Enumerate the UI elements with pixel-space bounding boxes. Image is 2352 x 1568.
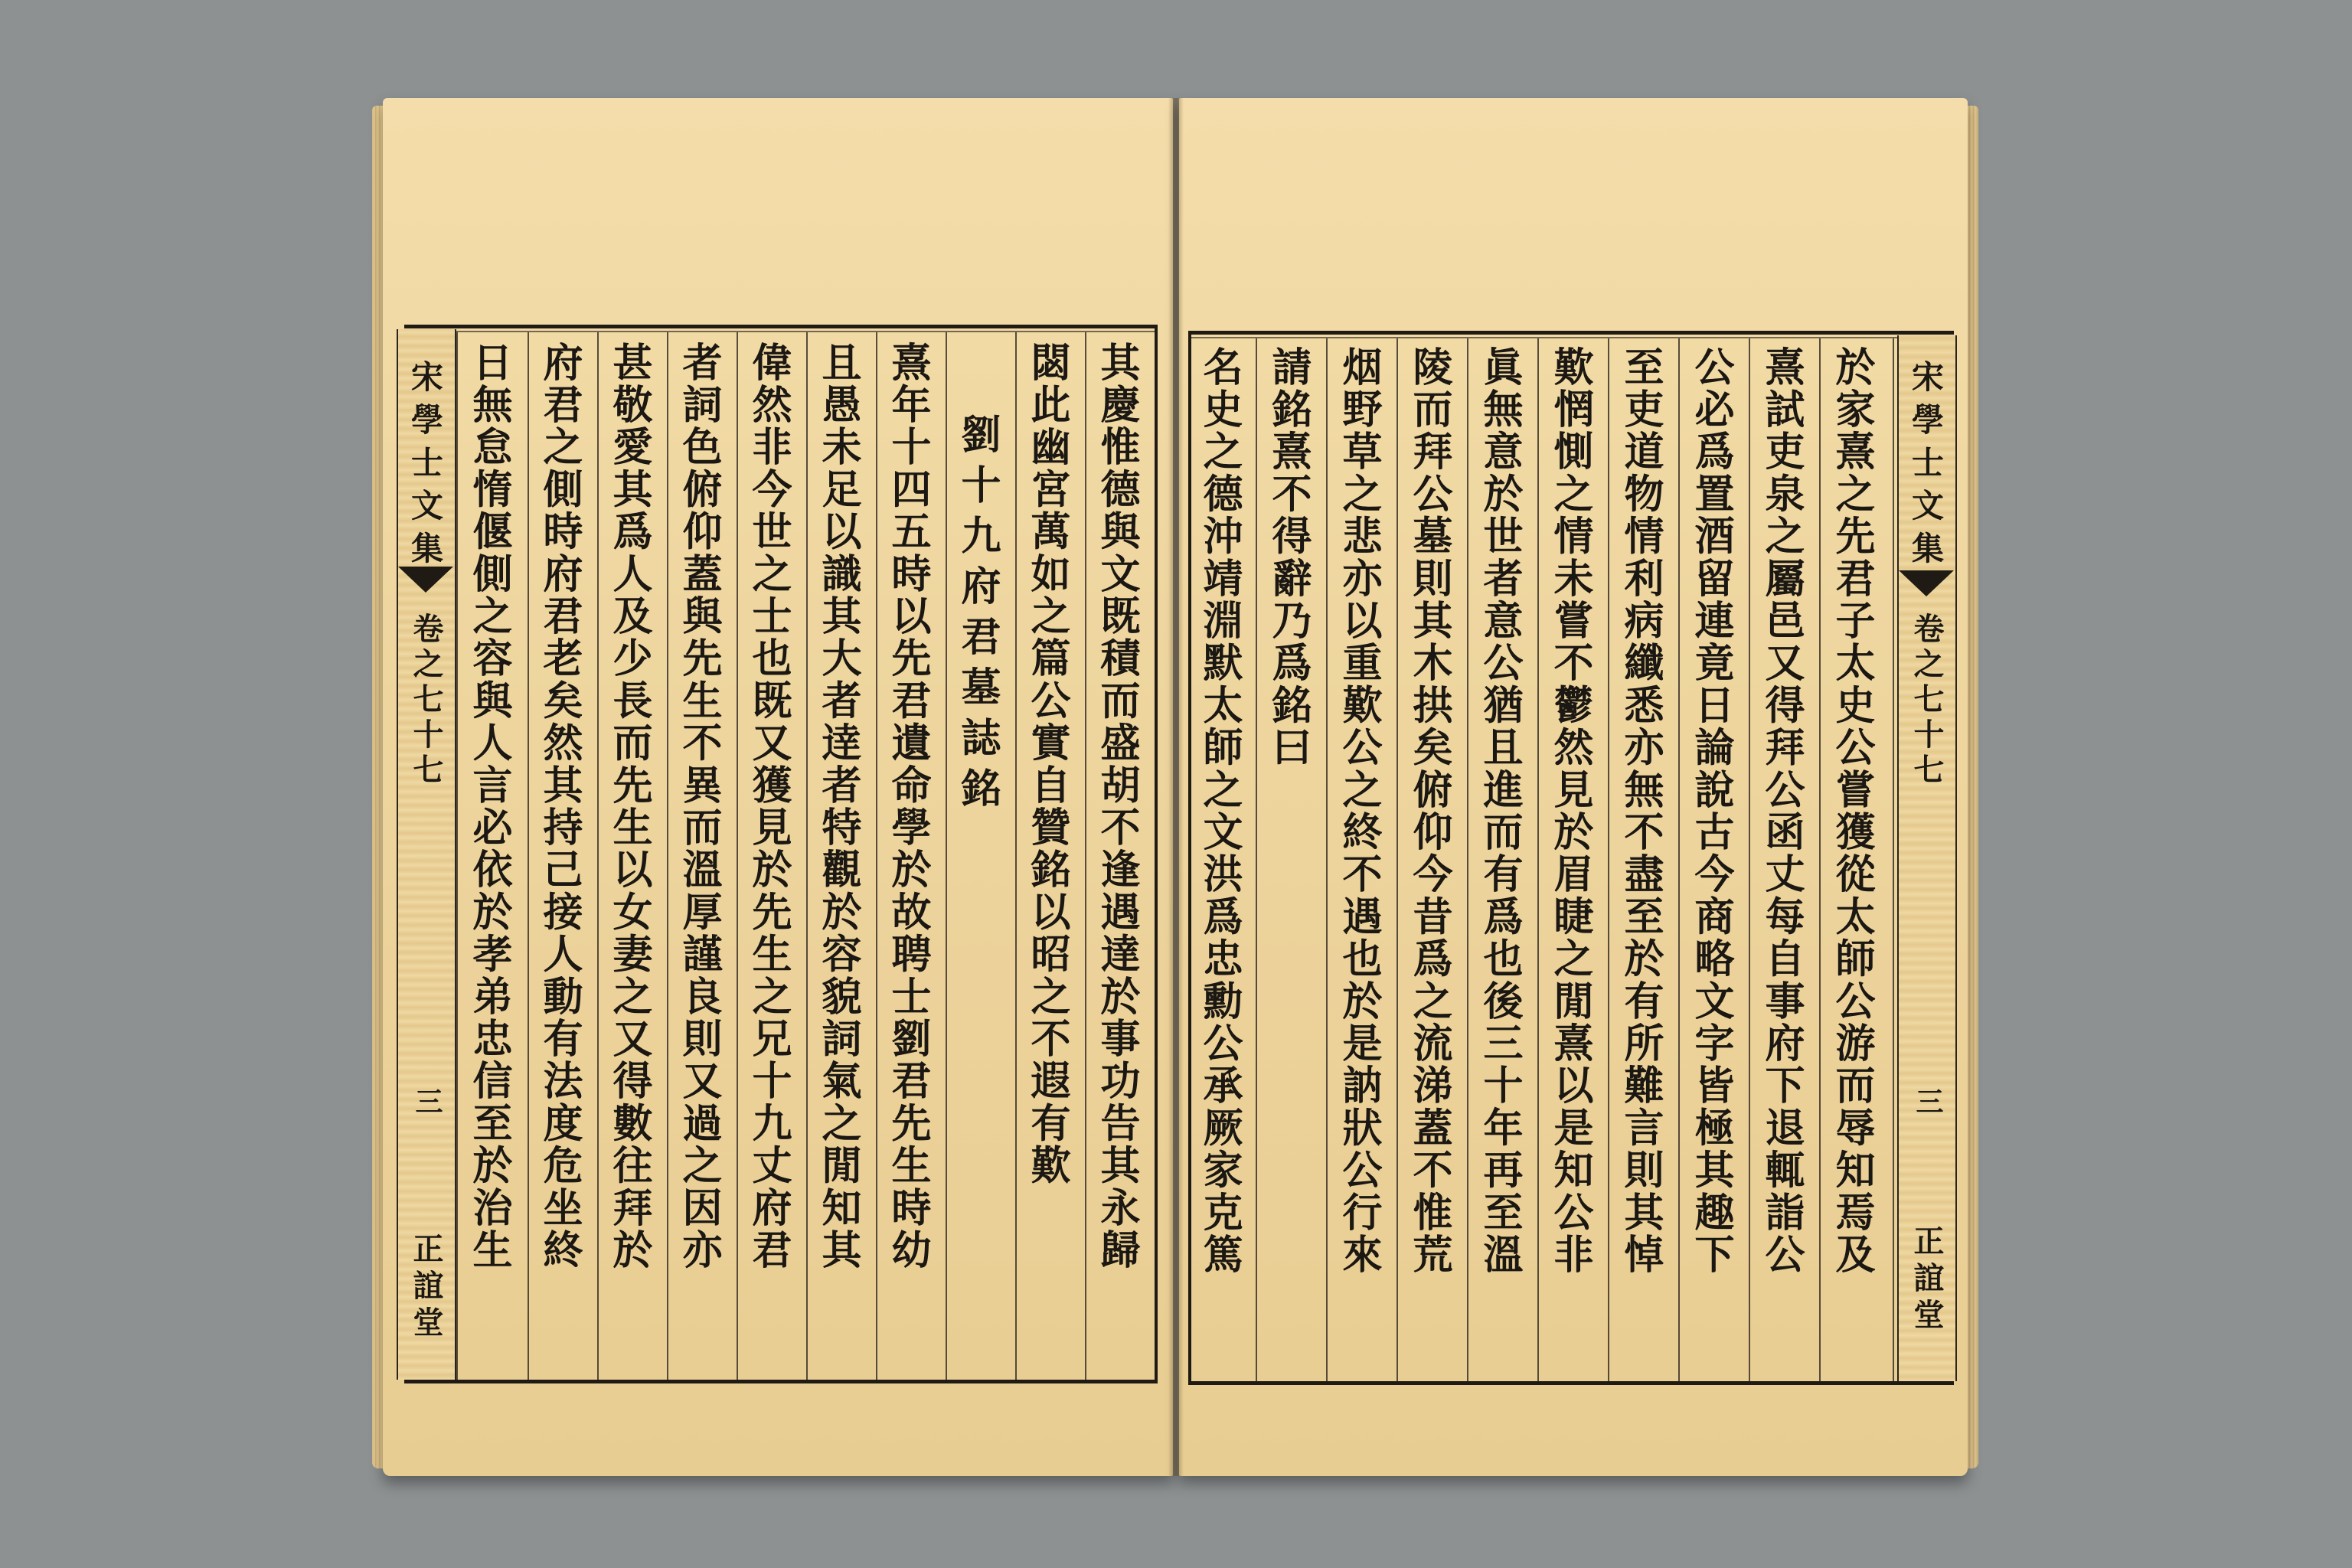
right-text-column-9: 請銘熹不得辭乃爲銘曰 xyxy=(1265,346,1312,769)
left-text-column-1: 其慶惟德與文既積而盛胡不逢遇達於事功告其永歸 xyxy=(1093,341,1140,1272)
right-text-column-3: 公必爲置酒留連竟日論說古今商略文字皆極其趣下 xyxy=(1687,346,1734,1276)
right-rule xyxy=(1893,338,1894,1381)
left-rule xyxy=(528,332,529,1380)
right-text-column-2: 熹試吏泉之屬邑又得拜公函丈每自事府下退輒詣公 xyxy=(1758,346,1805,1276)
left-frame-bottom xyxy=(404,1380,1158,1383)
left-rule xyxy=(806,332,808,1380)
right-rule xyxy=(1749,338,1750,1381)
left-book-title: 宋學士文集 xyxy=(407,360,444,574)
right-text-column-4: 至吏道物情利病纖悉亦無不盡至於有所難言則其悼 xyxy=(1617,346,1664,1276)
right-book-title: 宋學士文集 xyxy=(1907,360,1945,574)
right-text-column-8: 烟野草之悲亦以重歎公之終不遇也於是訥狀公行來 xyxy=(1335,346,1382,1276)
left-leaf-number: 三 xyxy=(411,1087,443,1115)
right-rule xyxy=(1819,338,1821,1381)
right-frame-left xyxy=(1188,331,1191,1385)
right-rule xyxy=(1678,338,1680,1381)
left-rule xyxy=(946,332,947,1380)
left-text-column-2: 閟此幽宮萬如之篇公實自贊銘以昭之不遐有歎 xyxy=(1024,341,1070,1187)
right-text-column-5: 歎惘惻之情未嘗不鬱然見於眉睫之閒熹以是知公非 xyxy=(1547,346,1593,1276)
right-volume-label: 卷之七十七 xyxy=(1909,612,1945,789)
right-rule xyxy=(1326,338,1328,1381)
right-frame-bottom xyxy=(1188,1381,1954,1385)
left-frame-top xyxy=(404,325,1158,328)
left-text-column-9: 府君之側時府君老矣然其持己接人動有法度危坐終 xyxy=(536,341,583,1272)
right-rule xyxy=(1396,338,1398,1381)
left-volume-label: 卷之七十七 xyxy=(408,612,444,789)
left-text-column-6: 偉然非今世之士也既又獲見於先生之兄十九丈府君 xyxy=(745,341,792,1272)
left-rule xyxy=(876,332,877,1380)
right-text-column-1: 於家熹之先君子太史公嘗獲從太師公游而辱知焉及 xyxy=(1828,346,1875,1276)
left-text-column-8: 甚敬愛其爲人及少長而先生以女妻之又得數往拜於 xyxy=(606,341,652,1272)
left-text-column-7: 者詞色俯仰蓋與先生不異而溫厚謹良則又過之因亦 xyxy=(675,341,722,1272)
left-rule xyxy=(456,332,458,1380)
left-rule xyxy=(737,332,738,1380)
right-rule xyxy=(1608,338,1609,1381)
right-leaf-number: 三 xyxy=(1912,1087,1944,1115)
left-rule xyxy=(667,332,668,1380)
left-frame-inner-top xyxy=(404,331,1158,332)
right-studio-label: 正誼堂 xyxy=(1909,1225,1945,1335)
left-text-column-10: 日無怠惰偃側之容與人言必依於孝弟忠信至於治生 xyxy=(466,341,512,1272)
right-text-column-7: 陵而拜公墓則其木拱矣俯仰今昔爲之流涕蓋不惟荒 xyxy=(1406,346,1452,1276)
right-rule xyxy=(1537,338,1539,1381)
right-rule xyxy=(1467,338,1468,1381)
right-rule xyxy=(1256,338,1257,1381)
book-gutter xyxy=(1168,98,1184,1476)
left-text-column-5: 且愚未足以識其大者逹者特觀於容貌詞氣之閒知其 xyxy=(815,341,861,1272)
right-text-column-10: 名史之德沖靖淵默太師之文洪爲忠勳公承厥家克篤 xyxy=(1196,346,1243,1276)
left-rule xyxy=(1085,332,1086,1380)
right-frame-inner-top xyxy=(1188,337,1954,338)
left-rule xyxy=(1015,332,1017,1380)
left-studio-label: 正誼堂 xyxy=(408,1233,444,1343)
right-fish-tail-mark xyxy=(1899,570,1954,596)
right-text-column-6: 眞無意於世者意公猶且進而有爲也後三十年再至溫 xyxy=(1476,346,1523,1276)
left-frame-right xyxy=(1155,325,1158,1383)
left-text-column-4: 熹年十四五時以先君遺命學於故聘士劉君先生時幼 xyxy=(884,341,931,1272)
right-frame-top xyxy=(1188,331,1954,335)
left-text-column-3-heading: 劉十九府君墓誌銘 xyxy=(954,413,1001,818)
left-rule xyxy=(597,332,599,1380)
left-fish-tail-mark xyxy=(398,567,453,593)
